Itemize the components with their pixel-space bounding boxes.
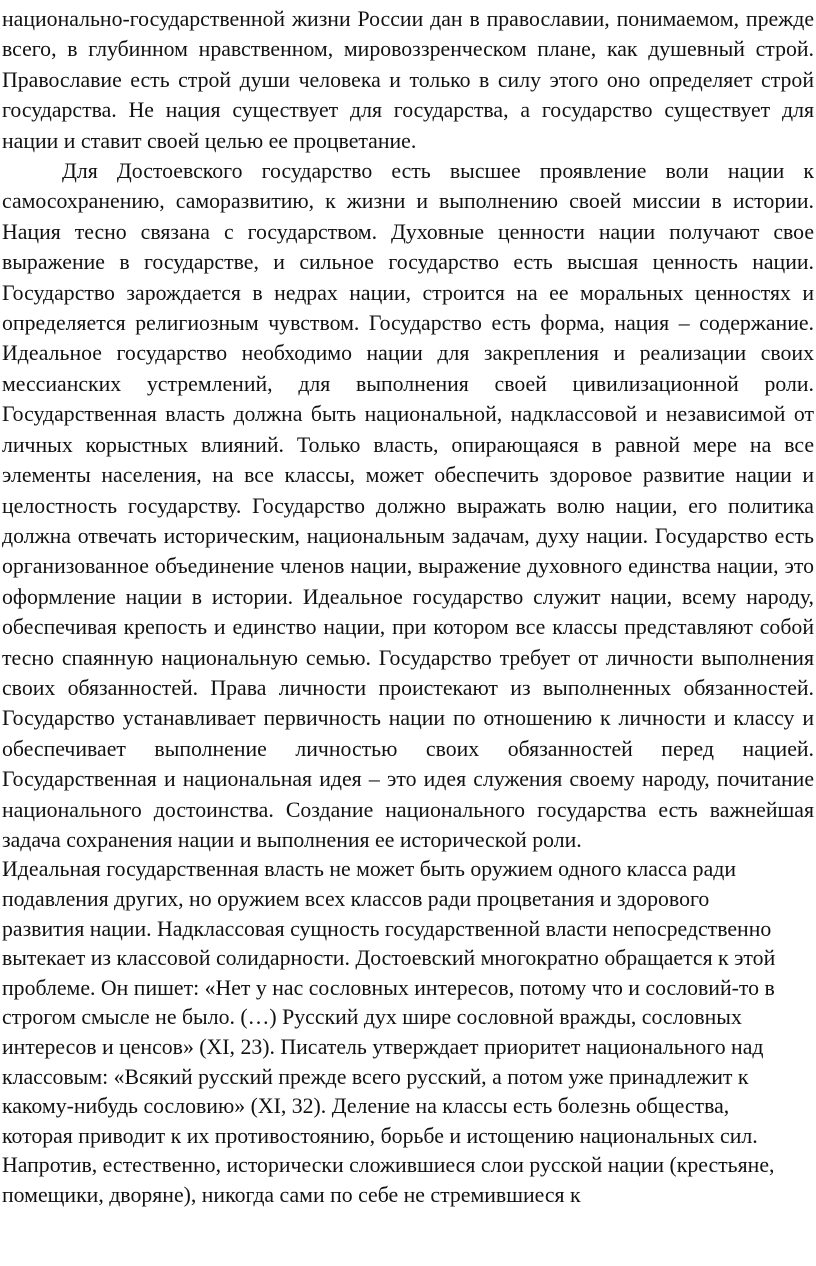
paragraph-class-power: Идеальная государственная власть не может быть оружием одного класса ради подавления других, но оружием всех классов ради процветания и здорового развития нации. Надклассовая сущность государственной власти непосредственно вытекает из классовой солидарности. Достоевский многократно обращается к этой проблеме. Он пишет: «Нет у нас сословных интересов, потому что и сословий-то в строгом смысле не было. (…) Русский дух шире сословной вражды, сословных интересов и ценсов» (XI, 23). Писатель утверждает приоритет национального над классовым: «Всякий русский прежде всего русский, а потом уже принадлежит к какому-нибудь сословию» (XI, 32). Деление на классы есть болезнь общества, которая приводит к их противостоянию, борьбе и истощению национальных сил. Напротив, естественно, исторически сложившиеся слои русской нации (крестьяне, помещики, дворяне), никогда сами по себе не стремившиеся к (2, 857, 776, 1207)
paragraph-continuation: национально-государственной жизни России дан в православии, понимаемом, прежде всего, в глубинном нравственном, мировоззренческом плане, как душевный строй. Православие есть строй души человека и только в силу этого оно определяет строй государства. Не нация существует для государства, а государство существует для нации и ставит своей целью ее процветание. (2, 7, 814, 153)
paragraph-dostoevsky-state: Для Достоевского государство есть высшее проявление воли нации к самосохранению, саморазвитию, к жизни и выполнению своей миссии в истории. Нация тесно связана с государством. Духовные ценности нации получают свое выражение в государстве, и сильное государство есть высшая ценность нации. Государство зарождается в недрах нации, строится на ее моральных ценностях и определяется религиозным чувством. Государство есть форма, нация – содержание. Идеальное государство необходимо нации для закрепления и реализации своих мессианских устремлений, для выполнения своей цивилизационной роли. Государственная власть должна быть национальной, надклассовой и независимой от личных корыстных влияний. Только власть, опирающаяся в равной мере на все элементы населения, на все классы, может обеспечить здоровое развитие нации и целостность государству. Государство должно выражать волю нации, его политика должна отвечать историческим, национальным задачам, духу нации. Государство есть организованное объединение членов нации, выражение духовного единства нации, это оформление нации в истории. Идеальное государство служит нации, всему народу, обеспечивая крепость и единство нации, при котором все классы представляют собой тесно спаянную национальную семью. Государство требует от личности выполнения своих обязанностей. Права личности проистекают из выполненных обязанностей. Государство устанавливает первичность нации по отношению к личности и классу и обеспечивает выполнение личностью своих обязанностей перед нацией. Государственная и национальная идея – это идея служения своему народу, почитание национального достоинства. Создание национального государства есть важнейшая задача сохранения нации и выполнения ее исторической роли. (2, 159, 814, 852)
